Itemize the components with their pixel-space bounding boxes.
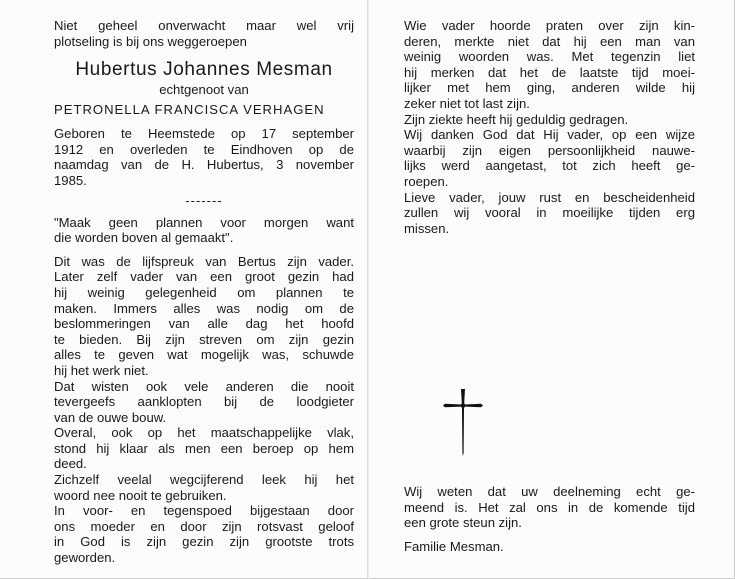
- text-line: Wij weten dat uw deelneming echt ge-: [404, 484, 695, 499]
- text-line: waarbij zijn eigen persoonlijkheid nauwe-: [404, 142, 695, 158]
- intro-line: plotseling is bij ons weggeroepen: [54, 33, 247, 49]
- text-line: hij merken dat het de laatste tijd moei-: [404, 64, 695, 80]
- quote-text: [54, 215, 354, 246]
- text-line: In voor- en tegenspoed bijgestaan door: [54, 503, 354, 519]
- text-line: zullen wij vooral in moeilijke tijden erg: [404, 205, 695, 221]
- left-panel: [54, 18, 354, 566]
- text-line: in God is zijn gezin zijn grootste trots: [54, 534, 354, 550]
- paragraph-3: [404, 127, 695, 189]
- text-line: Dat wisten ook vele anderen die nooit: [54, 378, 354, 394]
- text-line: een grote steun zijn.: [404, 515, 522, 531]
- text-line: te bieden. Bij zijn streven om zijn gezin: [54, 331, 354, 347]
- text-line: beslommeringen van alle dag het hoofd: [54, 316, 354, 332]
- text-line: stond hij klaar als men een beroep op hem: [54, 440, 354, 456]
- divider: -------: [185, 192, 223, 208]
- text-line: lijker met hem ging, anderen wilde hij: [404, 80, 695, 96]
- text-line: Wij danken God dat Hij vader, op een wijze: [404, 127, 695, 143]
- center-fold: [367, 0, 369, 579]
- birth-death-text: [54, 126, 354, 188]
- text-line: hij weinig gelegenheid om plannen te: [54, 284, 354, 300]
- closing-block: [404, 484, 695, 554]
- text-line: weinig woorden was. Met tegenzin liet: [404, 49, 695, 65]
- text-line: van de ouwe bouw.: [54, 409, 167, 425]
- text-line: deed.: [54, 456, 87, 472]
- text-line: zeker niet tot last zijn.: [404, 95, 530, 111]
- paragraph-5: [54, 503, 354, 565]
- paragraph-1: [54, 254, 354, 379]
- deceased-name: Hubertus Johannes Mesman: [75, 59, 333, 81]
- text-line: Zijn ziekte heeft hij geduldig gedragen.: [404, 111, 629, 127]
- text-line: tevergeefs aanklopten bij de loodgieter: [54, 394, 354, 410]
- paragraph-3: [54, 425, 354, 472]
- thanks-text: [404, 484, 695, 531]
- paragraph-4: [404, 190, 695, 237]
- text-line: Dit was de lijfspreuk van Bertus zijn vader.: [54, 253, 354, 269]
- text-line: roepen.: [404, 173, 449, 189]
- paragraph-2: [404, 112, 695, 128]
- intro-text: [54, 18, 354, 49]
- latin-cross-icon: [441, 387, 485, 457]
- text-line: Lieve vader, jouw rust en bescheidenheid: [404, 189, 695, 205]
- text-line: missen.: [404, 220, 450, 236]
- text-line: Wie vader hoorde praten over zijn kin-: [404, 18, 695, 33]
- text-line: maken. Immers alles was nodig om de: [54, 300, 354, 316]
- spouse-label: echtgenoot van: [159, 82, 249, 98]
- paragraph-4: [54, 472, 354, 503]
- text-line: lijks werd aangetast, tot zich heeft ge-: [404, 158, 695, 174]
- right-panel: [404, 18, 695, 236]
- text-line: hij het werk niet.: [54, 362, 149, 378]
- paragraph-1: [404, 18, 695, 112]
- birth-line: Geboren te Heemstede op 17 september: [54, 126, 354, 142]
- text-line: woord nee nooit te gebruiken.: [54, 487, 227, 503]
- text-line: deren, merkte niet dat hij een man van: [404, 33, 695, 49]
- text-line: Zichzelf veelal wegcijferend leek hij het: [54, 472, 354, 488]
- birth-line: naamdag van de H. Hubertus, 3 november: [54, 157, 354, 173]
- text-line: Later zelf vader van een groot gezin had: [54, 269, 354, 285]
- text-line: ons moeder en door zijn rotsvast geloof: [54, 518, 354, 534]
- text-line: alles te geven wat mogelijk was, schuwde: [54, 347, 354, 363]
- quote-line: die worden boven al gemaakt".: [54, 230, 234, 246]
- birth-line: 1912 en overleden te Eindhoven op de: [54, 141, 354, 157]
- intro-line: Niet geheel onverwacht maar wel vrij: [54, 18, 354, 33]
- text-line: geworden.: [54, 550, 116, 566]
- paragraph-2: [54, 379, 354, 426]
- text-line: Overal, ook op het maatschappelijke vlak,: [54, 425, 354, 441]
- birth-line: 1985.: [54, 172, 87, 188]
- spouse-name: PETRONELLA FRANCISCA VERHAGEN: [54, 102, 325, 118]
- quote-line: "Maak geen plannen voor morgen want: [54, 214, 354, 230]
- text-line: meend is. Het zal ons in de komende tijd: [404, 499, 695, 515]
- signature: Familie Mesman.: [404, 538, 504, 554]
